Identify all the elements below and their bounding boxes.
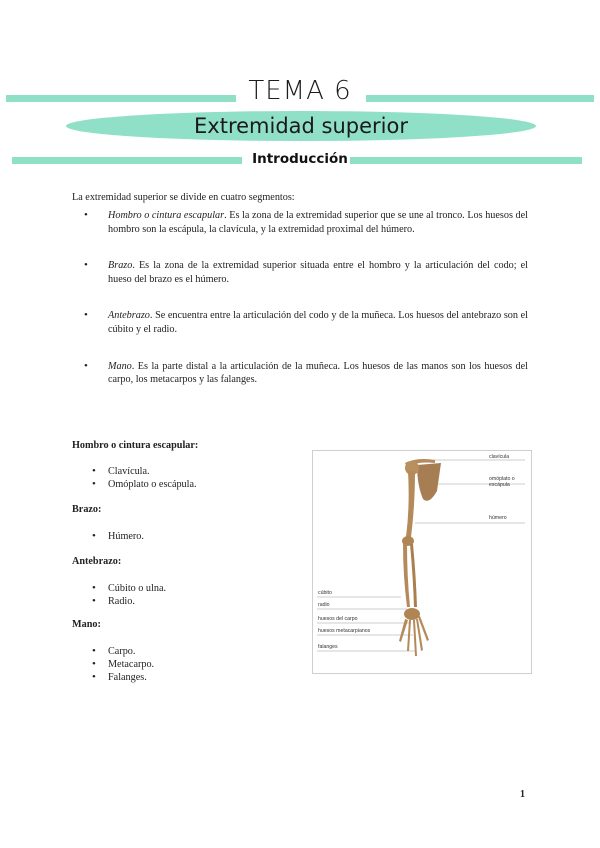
group-heading-mano: Mano:: [72, 619, 101, 630]
bullet-term: Antebrazo: [108, 310, 150, 322]
group-heading-hombro: Hombro o cintura escapular:: [72, 440, 199, 451]
group-heading-antebrazo: Antebrazo:: [72, 556, 122, 567]
bullet-text: . Es la parte distal a la articulación de la muñeca. Los huesos de las manos son los huesos del carpo, los metacarpos y las falanges.: [108, 360, 528, 386]
figure-label-clavicula: clavícula: [489, 454, 510, 460]
figure-label-falanges: falanges: [318, 644, 338, 650]
tema-title: TEMA 6: [248, 76, 352, 106]
figure-label-cubito: cúbito: [318, 590, 332, 596]
figure-label-omoplato: omóplato o escápula: [489, 476, 515, 488]
figure-label-humero: húmero: [489, 515, 507, 521]
section-title: Introducción: [252, 151, 348, 167]
bullet-text: . Es la zona de la extremidad superior situada entre el hombro y la articulación del codo; el hueso del brazo es el húmero.: [108, 260, 528, 285]
page-title: Extremidad superior: [194, 114, 408, 138]
intro-bullet: [84, 360, 528, 387]
figure-label-metacarpianos: huesos metacarpianos: [318, 628, 371, 634]
list-item: • Húmero.: [92, 530, 144, 543]
bullet-term: Mano: [108, 360, 132, 372]
group-list-mano: [92, 645, 154, 684]
group-list-brazo: [92, 530, 144, 543]
list-item: • Falanges.: [92, 671, 154, 684]
figure-label-carpo: huesos del carpo: [318, 616, 358, 622]
list-item: • Metacarpo.: [92, 658, 154, 671]
intro-bullet: [84, 309, 528, 336]
bullet-text: . Se encuentra entre la articulación del codo y de la muñeca. Los huesos del antebrazo son el cúbito y el radio.: [108, 310, 528, 335]
intro-bullet: [84, 259, 528, 286]
bullet-text: . Es la zona de la extremidad superior que se une al tronco. Los huesos del hombro son la escápula, la clavícula, y la extremidad proximal del húmero.: [108, 210, 528, 235]
figure-label-radio: radio: [318, 602, 330, 608]
group-list-hombro: [92, 465, 197, 491]
list-item: • Omóplato o escápula.: [92, 478, 197, 491]
list-item: • Clavícula.: [92, 465, 197, 478]
list-item: • Carpo.: [92, 645, 154, 658]
group-list-antebrazo: [92, 582, 166, 608]
group-heading-brazo: Brazo:: [72, 504, 102, 515]
list-item: • Radio.: [92, 595, 166, 608]
intro-bullet-list: [84, 209, 528, 410]
arm-skeleton-figure: [312, 450, 532, 674]
page-number: 1: [520, 789, 525, 800]
intro-lead: La extremidad superior se divide en cuatro segmentos:: [72, 192, 295, 203]
bullet-term: Brazo: [108, 260, 133, 272]
intro-bullet: [84, 209, 528, 236]
list-item: • Cúbito o ulna.: [92, 582, 166, 595]
bullet-term: Hombro o cintura escapular: [108, 210, 225, 221]
